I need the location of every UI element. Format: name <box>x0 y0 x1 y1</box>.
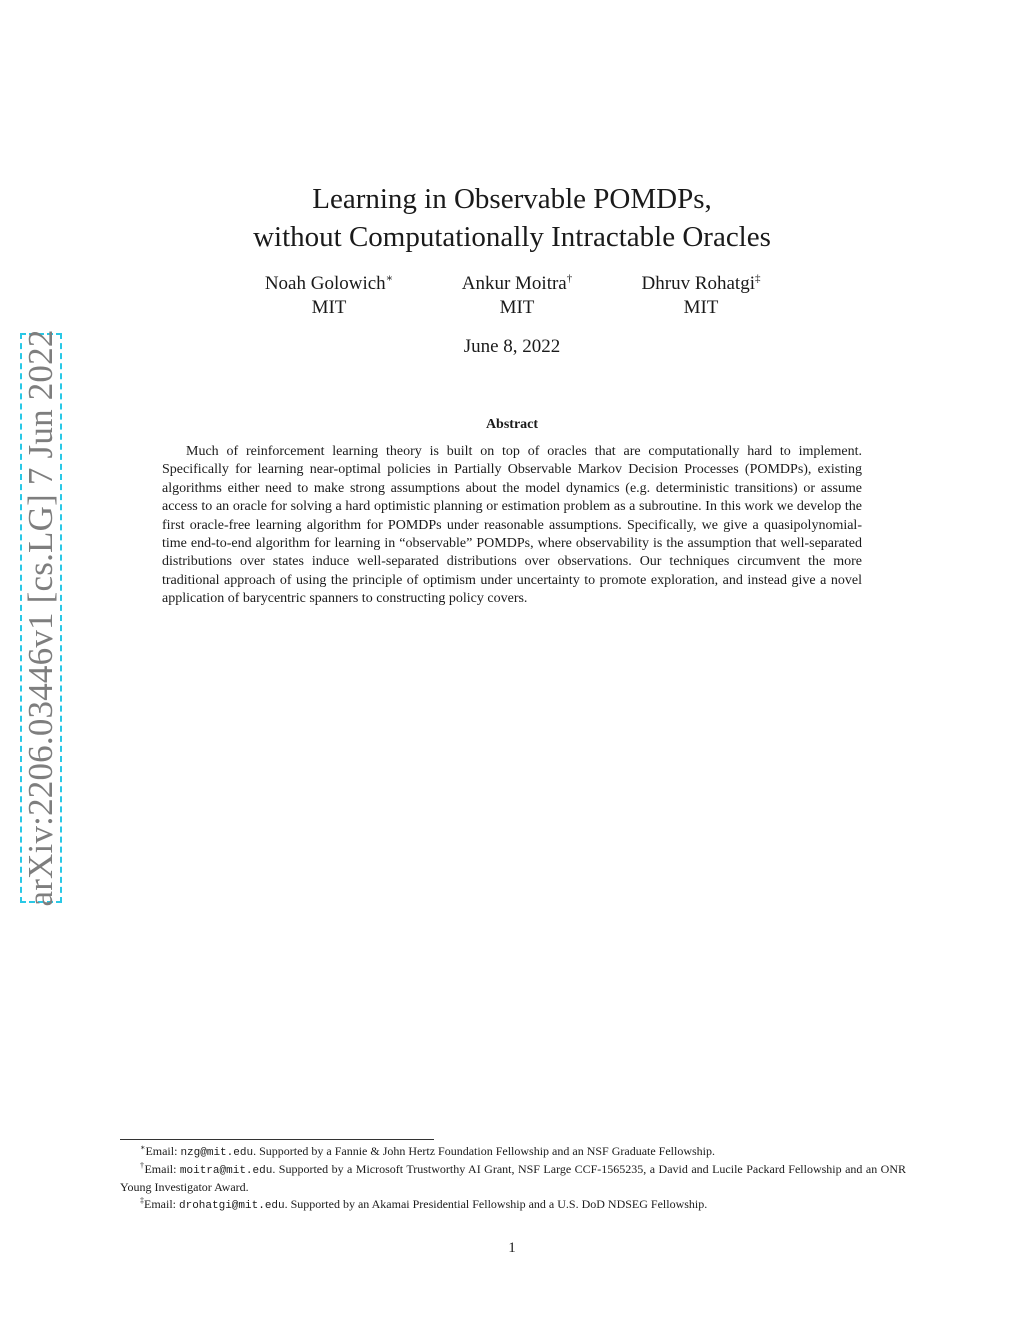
paper-title-line-2: without Computationally Intractable Oracles <box>253 221 771 253</box>
footnote-email: nzg@mit.edu <box>180 1147 254 1159</box>
author-block-rohatgi <box>591 272 811 320</box>
abstract-heading: Abstract <box>485 417 539 432</box>
footnotes <box>120 1143 906 1214</box>
footnote-rohatgi <box>120 1196 906 1214</box>
footnote-moitra <box>120 1161 906 1195</box>
author-footnote-mark: † <box>566 272 573 285</box>
author-name: Ankur Moitra <box>461 273 567 294</box>
paper-date: June 8, 2022 <box>463 336 561 357</box>
arxiv-stamp-text: arXiv:2206.03446v1 [cs.LG] 7 Jun 2022 <box>21 329 60 907</box>
footnote-mark: ‡ <box>140 1195 144 1205</box>
footnote-prefix: Email: <box>144 1162 180 1177</box>
footnote-golowich <box>120 1143 906 1161</box>
footnote-prefix: Email: <box>144 1196 179 1211</box>
author-footnote-mark: ∗ <box>385 272 394 285</box>
abstract-body: Much of reinforcement learning theory is built on top of oracles that are computationally hard to implement. Specifically for learning near-optimal policies in Partially Observable Markov Decision Processes (POMDPs), existing algorithms either need to make strong assumptions about the model dynamics (e.g. deterministic transitions) or assume access to an oracle for solving a hard optimistic planning or estimation problem as a subroutine. In this work we develop the first oracle-free learning algorithm for POMDPs under reasonable assumptions. Specifically, we give a quasipolynomial-time end-to-end algorithm for learning in “observable” POMDPs, where observability is the assumption that well-separated distributions over states induce well-separated distributions over observations. Our techniques circumvent the more traditional approach of using the principle of optimism under uncertainty to promote exploration, and instead give a novel application of barycentric spanners to constructing policy covers. <box>162 444 862 607</box>
page-number: 1 <box>508 1240 516 1256</box>
author-footnote-mark: ‡ <box>754 272 761 285</box>
paper-title-line-1: Learning in Observable POMDPs, <box>312 183 712 215</box>
footnote-text: . Supported by a Microsoft Trustworthy AI Grant, NSF Large CCF-1565235, a David and Lucile Packard Fellowship and an ONR Young Investigator Award. <box>120 1162 906 1195</box>
footnote-email: moitra@mit.edu <box>179 1165 273 1178</box>
footnote-prefix: Email: <box>145 1144 181 1158</box>
footnote-rule <box>120 1139 434 1140</box>
author-block-golowich <box>219 272 439 320</box>
author-affiliation: MIT <box>311 297 347 318</box>
author-name: Dhruv Rohatgi <box>641 273 755 294</box>
footnote-text: . Supported by a Fannie & John Hertz Foundation Fellowship and an NSF Graduate Fellowship. <box>253 1144 716 1158</box>
footnote-email: drohatgi@mit.edu <box>179 1199 285 1212</box>
author-name: Noah Golowich <box>264 273 386 294</box>
author-affiliation: MIT <box>683 297 719 318</box>
author-affiliation: MIT <box>499 297 535 318</box>
footnote-mark: † <box>140 1161 145 1171</box>
footnote-mark: ∗ <box>140 1143 146 1152</box>
footnote-text: . Supported by an Akamai Presidential Fellowship and a U.S. DoD NDSEG Fellowship. <box>284 1196 708 1211</box>
